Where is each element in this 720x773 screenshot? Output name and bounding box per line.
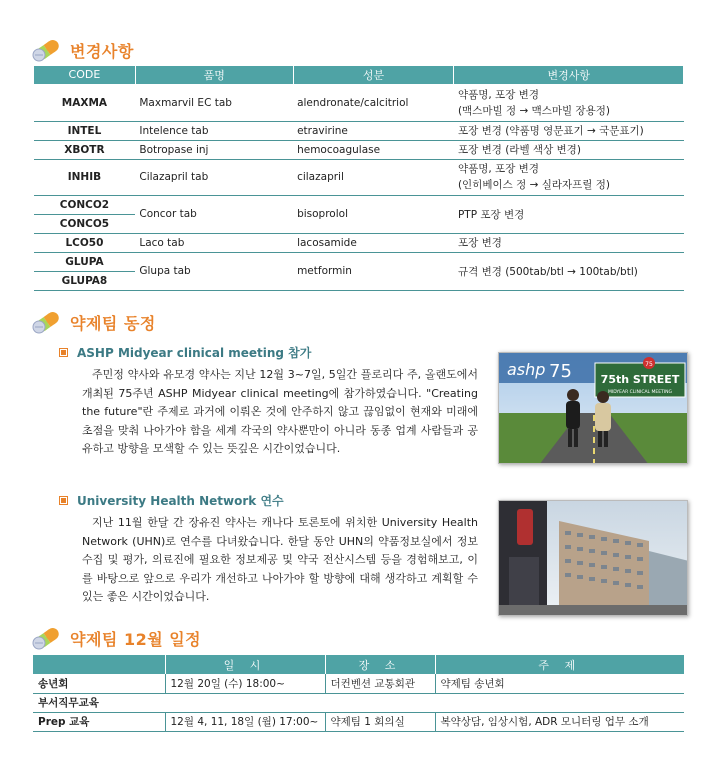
column-header: 변경사항 [454,66,684,84]
change-cell [454,84,684,121]
date-cell: 12월 20일 (수) 18:00~ [165,674,325,693]
topic-cell: 약제팀 송년회 [435,674,684,693]
ingredient-cell: hemocoagulase [293,140,454,159]
schedule-table [33,655,684,732]
change-cell: 포장 변경 [454,233,684,252]
code-cell: INTEL [34,121,136,140]
column-header: 주 제 [435,655,684,674]
change-cell: 포장 변경 (약품명 영문표기 → 국문표기) [454,121,684,140]
news-paragraph: 주민정 약사와 유모경 약사는 지난 12월 3~7일, 5일간 플로리다 주, 올랜도에서 개최된 75주년 ASHP Midyear clinical meeting에 참가하였습니다. "Creating the future"란 주제로 과거에 이뤄온 것에 안주하지 않고 끊임없이 현재와 미래에 초점을 맞춰 나아가야 함을 세계 각국의 약사뿐만이 아니라 동종 업계 사람들과 공유하고 방향을 모색할 수 있는 뜻깊은 시간이었습니다. [82,368,478,456]
name-cell: Laco tab [135,233,293,252]
place-cell: 더컨벤션 교통회관 [325,674,435,693]
section-title: 약제팀 동정 [70,313,156,333]
event-cell: Prep 교육 [33,712,165,731]
column-header: CODE [34,66,136,84]
pill-capsule-icon [30,623,64,653]
table-row [34,252,684,271]
code-cell: MAXMA [34,84,136,121]
news-paragraph: 지난 11월 한달 간 장유진 약사는 캐나다 토론토에 위치한 University Health Network (UHN)로 연수를 다녀왔습니다. 한달 동안 UHN의 약품정보실에서 정보 수집 및 평가, 의료진에 필요한 정보제공 및 약국 전산시스템 등을 경험해보고, 이를 바탕으로 앞으로 우리가 개선하고 나아가야 할 방향에 대해 생각하고 계획할 수 있는 좋은 시간이었습니다. [82,516,478,604]
sign-badge-text: 75 [645,361,653,368]
section-header-news [30,306,156,338]
ingredient-cell: lacosamide [293,233,454,252]
place-cell: 약제팀 1 회의실 [325,712,435,731]
change-cell [454,159,684,195]
table-header-row [34,66,684,84]
code-cell: CONCO2 [34,195,136,214]
name-cell: Maxmarvil EC tab [135,84,293,121]
pill-capsule-icon [30,307,64,337]
ingredient-cell: metformin [293,252,454,290]
square-bullet-icon [60,349,67,356]
table-row [34,159,684,195]
name-cell: Glupa tab [135,252,293,290]
street-sign-text: 75th STREET [600,373,680,386]
section-title: 약제팀 12월 일정 [70,629,202,649]
date-cell: 12월 4, 11, 18일 (월) 17:00~ [165,712,325,731]
table-row [33,712,684,731]
ingredient-cell: cilazapril [293,159,454,195]
table-row [34,84,684,121]
ashp-logo-text: ashp [507,360,546,379]
news-heading-ashp [60,344,311,361]
table-row [34,140,684,159]
section-header-changes [30,34,134,66]
news-heading-uhn [60,492,284,509]
uhn-building-photo [498,500,688,616]
event-cell: 송년회 [33,674,165,693]
street-sign-subtext: MIDYEAR CLINICAL MEETING [608,390,672,395]
section-title: 변경사항 [70,41,134,61]
news-body-uhn [82,514,478,607]
change-cell: 규격 변경 (500tab/btl → 100tab/btl) [454,252,684,290]
ashp-meeting-photo [498,352,688,464]
name-cell: Intelence tab [135,121,293,140]
column-header: 품명 [135,66,293,84]
table-row [34,121,684,140]
table-row [34,195,684,214]
code-cell: XBOTR [34,140,136,159]
change-line: (맥스마빌 정 → 맥스마빌 장용정) [457,104,611,117]
ashp-logo-number: 75 [549,361,572,382]
ingredient-cell: bisoprolol [293,195,454,233]
name-cell: Cilazapril tab [135,159,293,195]
ingredient-cell: etravirine [293,121,454,140]
changes-table [33,66,684,291]
code-cell: CONCO5 [34,214,136,233]
table-header-row [33,655,684,674]
group-cell: 부서직무교육 [33,693,684,712]
ingredient-cell: alendronate/calcitriol [293,84,454,121]
change-line: 약품명, 포장 변경 [457,88,539,101]
code-cell: LCO50 [34,233,136,252]
pill-capsule-icon [30,35,64,65]
code-cell: GLUPA8 [34,271,136,290]
change-line: 약품명, 포장 변경 [457,163,539,175]
section-header-schedule [30,622,201,654]
change-cell: PTP 포장 변경 [454,195,684,233]
code-cell: GLUPA [34,252,136,271]
column-header: 일 시 [165,655,325,674]
name-cell: Concor tab [135,195,293,233]
column-header [33,655,165,674]
square-bullet-icon [60,497,67,504]
column-header: 성분 [293,66,454,84]
name-cell: Botropase inj [135,140,293,159]
code-cell: INHIB [34,159,136,195]
news-heading-text: ASHP Midyear clinical meeting 참가 [77,346,312,360]
column-header: 장 소 [325,655,435,674]
table-row [34,233,684,252]
change-line: (인히베이스 정 → 실라자프릴 정) [457,179,611,191]
table-group-row [33,693,684,712]
topic-cell: 복약상담, 임상시험, ADR 모니터링 업무 소개 [435,712,684,731]
change-cell: 포장 변경 (라벨 색상 변경) [454,140,684,159]
news-body-ashp [82,366,478,459]
table-row [33,674,684,693]
news-heading-text: University Health Network 연수 [77,494,284,508]
